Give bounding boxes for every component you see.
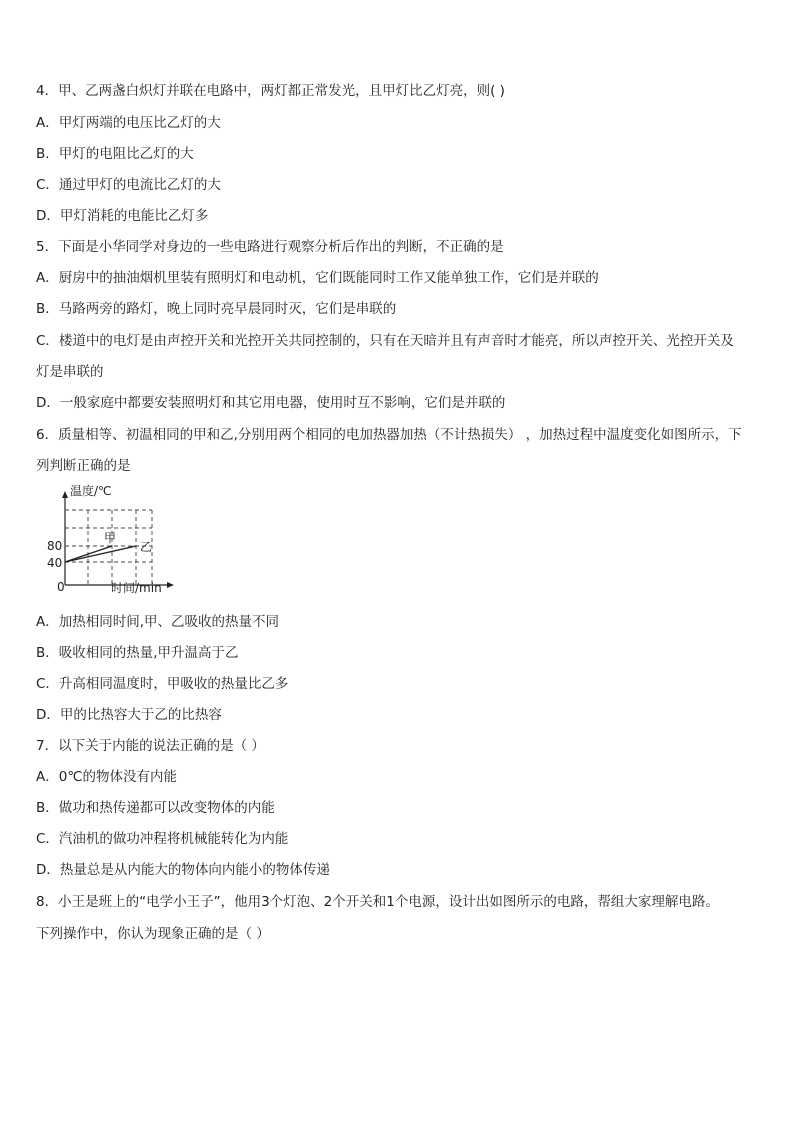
q5-option-d: D．一般家庭中都要安装照明灯和其它用电器，使用时互不影响，它们是并联的: [36, 395, 506, 411]
origin-label: 0: [57, 580, 65, 594]
x-axis-arrow: [167, 582, 174, 588]
q5-option-c-cont: 灯是串联的: [36, 364, 104, 380]
series-yi-line: [65, 546, 136, 562]
q4-option-c: C．通过甲灯的电流比乙灯的大: [36, 177, 221, 193]
y-axis-label: 温度/℃: [70, 484, 112, 498]
q8-stem-line2: 下列操作中，你认为现象正确的是（ ）: [36, 926, 270, 942]
q5-stem: 5．下面是小华同学对身边的一些电路进行观察分析后作出的判断，不正确的是: [36, 239, 504, 255]
q4-option-a: A．甲灯两端的电压比乙灯的大: [36, 115, 221, 131]
q6-stem-line2: 列判断正确的是: [36, 458, 131, 474]
q7-stem: 7．以下关于内能的说法正确的是（ ）: [36, 738, 265, 754]
q5-option-a: A．厨房中的抽油烟机里装有照明灯和电动机，它们既能同时工作又能单独工作，它们是并联的: [36, 270, 599, 286]
y-tick-40: 40: [47, 556, 63, 570]
y-axis-arrow: [62, 491, 68, 498]
q5-option-b: B．马路两旁的路灯，晚上同时亮早晨同时灭，它们是串联的: [36, 301, 397, 317]
q6-option-d: D．甲的比热容大于乙的比热容: [36, 707, 222, 723]
series-yi-label: 乙: [140, 540, 153, 554]
q4-stem: 4．甲、乙两盏白炽灯并联在电路中，两灯都正常发光，且甲灯比乙灯亮，则( ): [36, 83, 505, 99]
q7-option-d: D．热量总是从内能大的物体向内能小的物体传递: [36, 862, 330, 878]
series-jia-label: 甲: [104, 531, 117, 545]
x-axis-label: 时间/min: [111, 581, 162, 595]
q4-option-b: B．甲灯的电阻比乙灯的大: [36, 146, 194, 162]
q7-option-b: B．做功和热传递都可以改变物体的内能: [36, 800, 275, 816]
q7-option-c: C．汽油机的做功冲程将机械能转化为内能: [36, 831, 289, 847]
temperature-time-graph: [40, 483, 220, 598]
y-tick-80: 80: [47, 539, 63, 553]
q8-stem-line1: 8．小王是班上的“电学小王子”，他用3个灯泡、2个开关和1个电源，设计出如图所示的电路，帮组大家理解电路。: [36, 894, 719, 910]
q4-option-d: D．甲灯消耗的电能比乙灯多: [36, 208, 209, 224]
series-jia-line: [65, 546, 112, 562]
q5-option-c: C．楼道中的电灯是由声控开关和光控开关共同控制的，只有在天暗并且有声音时才能亮，所以声控开关、光控开关及: [36, 333, 734, 349]
q6-option-c: C．升高相同温度时，甲吸收的热量比乙多: [36, 676, 289, 692]
q7-option-a: A．0℃的物体没有内能: [36, 769, 177, 785]
q6-stem-line1: 6．质量相等、初温相同的甲和乙,分别用两个相同的电加热器加热（不计热损失） ，加热过程中温度变化如图所示，下: [36, 427, 742, 443]
q6-option-a: A．加热相同时间,甲、乙吸收的热量不同: [36, 614, 280, 630]
q6-option-b: B．吸收相同的热量,甲升温高于乙: [36, 645, 239, 661]
